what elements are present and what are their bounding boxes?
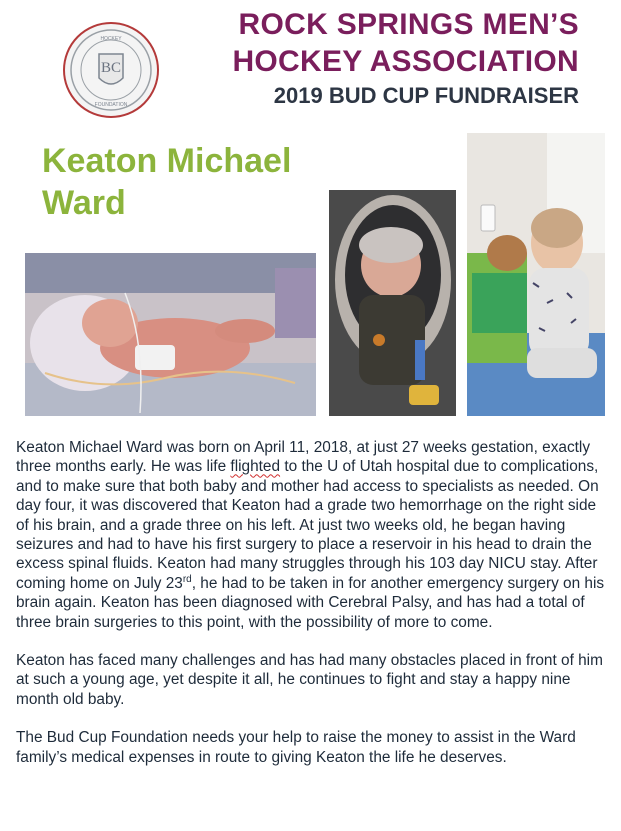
- nicu-photo: [25, 253, 316, 416]
- story-paragraph-1: [16, 438, 612, 632]
- bud-cup-logo: [63, 22, 159, 118]
- story-paragraph-2: Keaton has faced many challenges and has had many obstacles placed in front of him at such a young age, yet despite it all, he continues to fight and stay a happy nine month old baby.: [16, 652, 603, 708]
- child-name-line-2: Ward: [42, 184, 126, 222]
- car-seat-photo: [329, 190, 456, 416]
- story-p1-flighted: flighted: [230, 458, 281, 476]
- story-paragraph-3: The Bud Cup Foundation needs your help to raise the money to assist in the Ward family’s medical expenses in route to giving Keaton the life he deserves.: [16, 729, 576, 766]
- story-p1-part-c: , he had to be taken in for another emergency surgery on his brain again. Keaton has been diagnosed with Cerebral Palsy, and has had a total of three brain surgeries to this point, with the possibility of more to come.: [16, 574, 605, 631]
- logo-ring-bottom: FOUNDATION: [94, 102, 128, 108]
- page-subtitle: 2019 BUD CUP FUNDRAISER: [273, 83, 579, 108]
- logo-initials: BC: [100, 60, 122, 76]
- story-p1-part-b: to the U of Utah hospital due to complications, and to make sure that both baby and mother had access to specialists as needed. On day four, it was discovered that Keaton had a grade two hemorrhage on the right side of his brain, and a grade three on his left. At just two weeks old, he began having seizures and had to have his first surgery to place a reservoir in his head to drain the excess spinal fluids. Keaton had many struggles through his 103 day NICU stay. After coming home on July 23: [16, 458, 599, 592]
- page-title: [232, 6, 579, 80]
- child-name: [42, 140, 332, 224]
- title-line-2: HOCKEY ASSOCIATION: [232, 45, 579, 78]
- story-text: [16, 438, 612, 786]
- sitting-baby-photo: [467, 133, 605, 416]
- logo-emblem-icon: [65, 24, 157, 116]
- child-name-line-1: Keaton Michael: [42, 142, 292, 180]
- story-p1-part-a: Keaton Michael Ward was born on April 11, 2018, at just 27 weeks gestation, exactly three months early. He was life: [16, 439, 591, 476]
- title-line-1: ROCK SPRINGS MEN’S: [238, 8, 579, 41]
- story-p1-superscript: rd: [182, 573, 192, 585]
- logo-ring-top: HOCKEY: [100, 36, 122, 42]
